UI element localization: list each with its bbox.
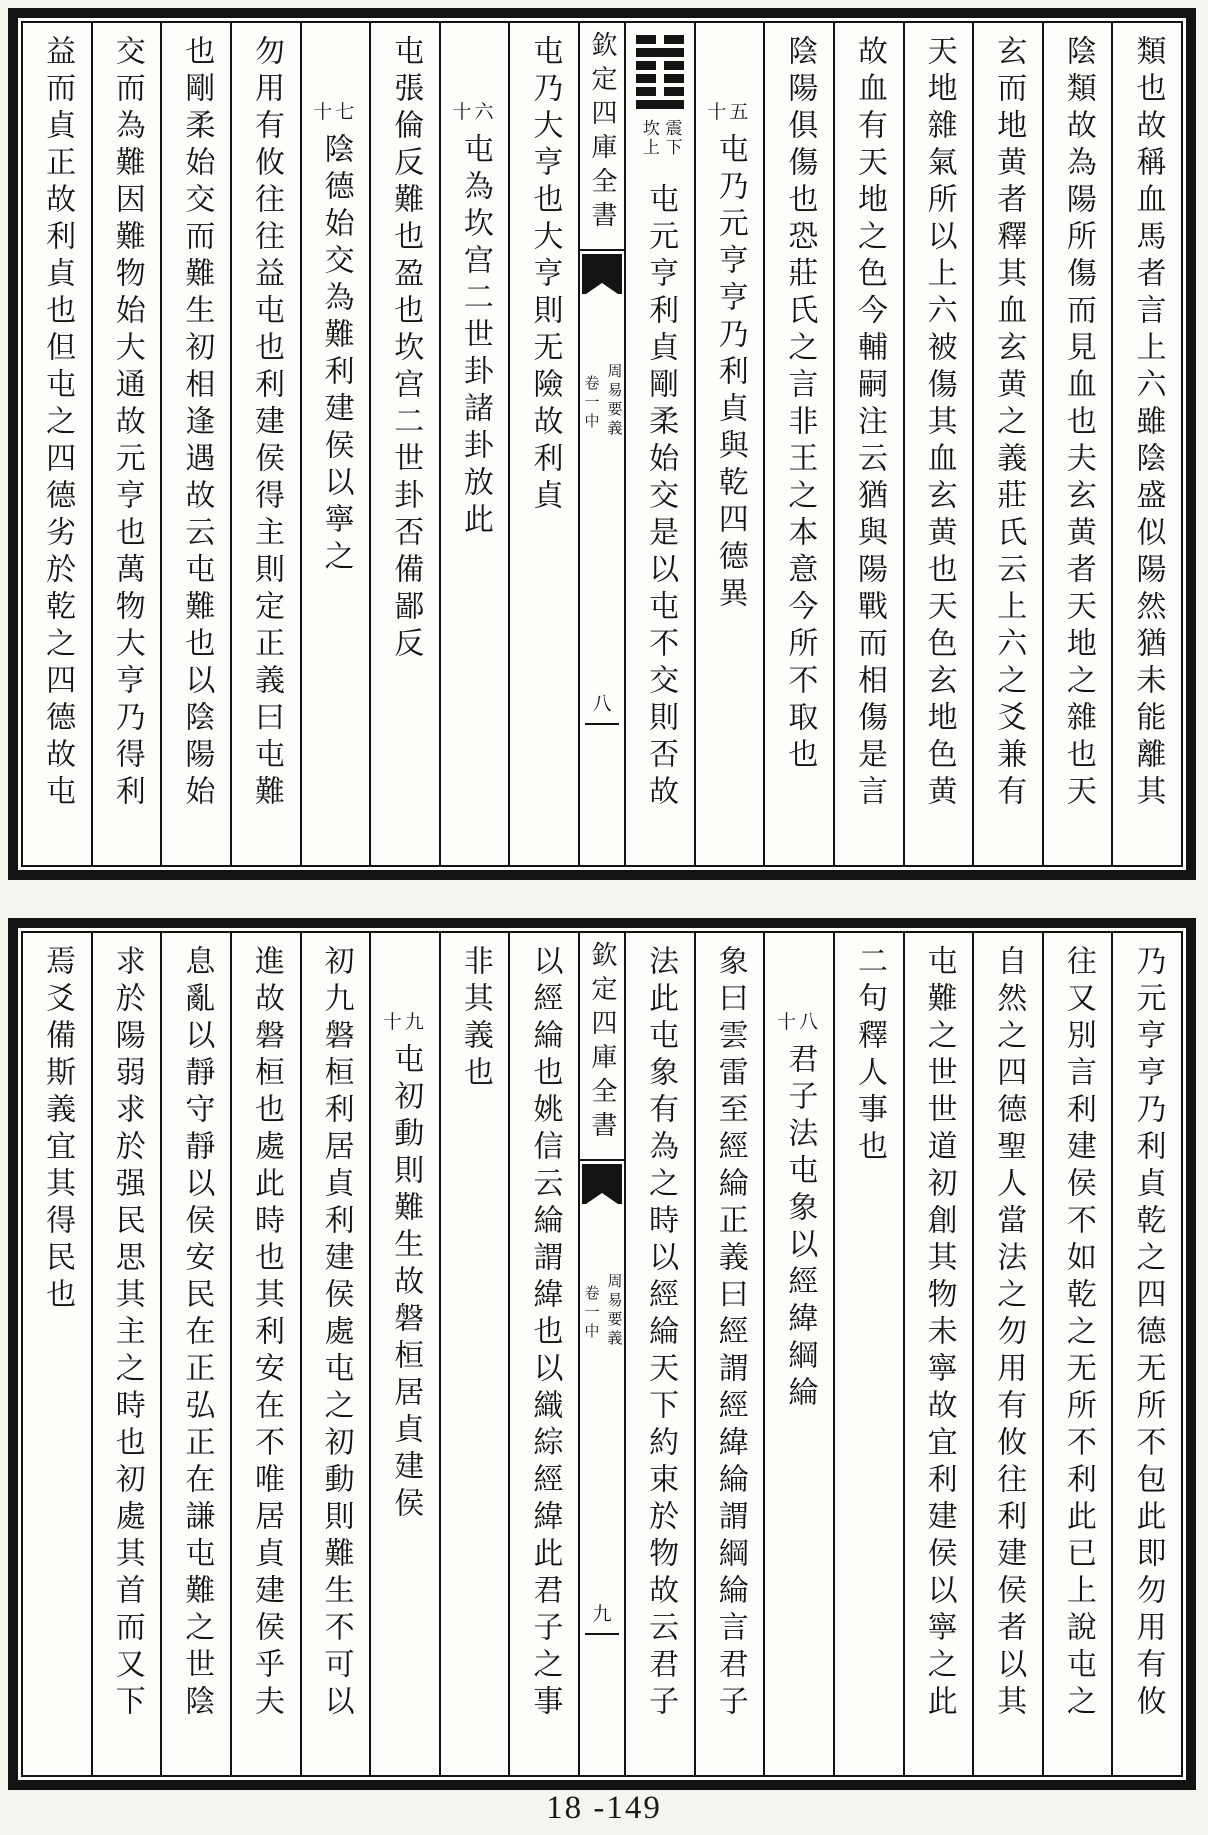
text-column-section-16 [439, 23, 509, 865]
spine-fascicle: 卷一中 [582, 1285, 599, 1342]
column-text: 玄而地黄者釋其血玄黄之義莊氏云上六之爻兼有 [992, 35, 1026, 812]
trigram-label-lower: 震下 [662, 119, 682, 157]
text-column [972, 23, 1042, 865]
text-column [439, 933, 509, 1775]
column-text: 君子法屯象以經緯綱綸 [783, 1043, 817, 1413]
hexagram-line-solid [636, 100, 684, 109]
fishtail-marker [582, 1164, 622, 1204]
column-text: 天地雜氣所以上六被傷其血玄黄也天色玄地色黄 [922, 35, 956, 812]
text-column [1111, 23, 1181, 865]
folio-number: 八 [592, 694, 612, 715]
text-column-section-17 [300, 23, 370, 865]
text-column-section-18 [763, 933, 833, 1775]
text-column [903, 933, 973, 1775]
column-text: 法此屯象有為之時以經綸天下約束於物故云君子 [644, 945, 678, 1722]
text-column [369, 23, 439, 865]
text-block-top [8, 8, 1196, 880]
spine-book-title: 周易要義 [605, 1273, 622, 1349]
text-block-top-frame [21, 21, 1183, 867]
text-column [508, 23, 578, 865]
text-column [833, 23, 903, 865]
text-column [300, 933, 370, 1775]
text-column [91, 23, 161, 865]
text-column [763, 23, 833, 865]
hexagram-line-broken [636, 61, 684, 70]
column-text: 屯張倫反難也盈也坎宫二世卦否備鄙反 [389, 35, 423, 664]
text-column [23, 933, 91, 1775]
hexagram-line-broken [636, 87, 684, 96]
column-text: 初九磐桓利居貞利建侯處屯之初動則難生不可以 [319, 945, 353, 1722]
folio-rule [585, 723, 619, 725]
spine-subtitle [580, 363, 624, 439]
column-text: 乃元亨亨乃利貞乾之四德无所不包此即勿用有攸 [1131, 945, 1165, 1722]
column-text: 二句釋人事也 [852, 945, 886, 1167]
spine-rule [580, 1159, 624, 1161]
column-text: 交而為難因難物始大通故元亨也萬物大亨乃得利 [110, 35, 144, 812]
text-column [694, 933, 764, 1775]
trigram-labels [626, 119, 694, 157]
column-text: 益而貞正故利貞也但屯之四德劣於乾之四德故屯 [41, 35, 75, 812]
column-text: 象曰雲雷至經綸正義曰經謂經緯綸謂綱綸言君子 [713, 945, 747, 1722]
column-text: 進故磐桓也處此時也其利安在不唯居貞建侯乎夫 [249, 945, 283, 1722]
spine-book-title: 周易要義 [605, 363, 622, 439]
column-text: 自然之四德聖人當法之勿用有攸往利建侯者以其 [992, 945, 1026, 1722]
text-column [23, 23, 91, 865]
spine-rule [580, 249, 624, 251]
folio-number: 九 [592, 1604, 612, 1625]
column-text: 屯初動則難生故磐桓居貞建侯 [389, 1043, 423, 1524]
text-column [160, 933, 230, 1775]
text-column [903, 23, 973, 865]
spine-title: 欽定四庫全書 [588, 31, 617, 235]
column-text: 焉爻備斯義宜其得民也 [41, 945, 75, 1315]
text-column [91, 933, 161, 1775]
spine-column [578, 933, 624, 1775]
hexagram-zhun-figure [636, 35, 684, 113]
page-footer-number: 18 -149 [546, 1790, 662, 1826]
spine-subtitle [580, 1273, 624, 1349]
hexagram-line-broken [636, 35, 684, 44]
fishtail-marker [582, 254, 622, 294]
section-number-label: 十八 [777, 1012, 822, 1033]
column-text: 類也故稱血馬者言上六雖陰盛似陽然猶未能離其 [1131, 35, 1165, 812]
column-text: 陰陽俱傷也恐莊氏之言非王之本意今所不取也 [783, 35, 817, 775]
column-text: 也剛柔始交而難生初相逢遇故云屯難也以陰陽始 [180, 35, 214, 812]
section-number-label: 十五 [707, 102, 752, 123]
text-column-section-19 [369, 933, 439, 1775]
hexagram-column [624, 23, 694, 865]
column-text: 屯為坎宫二世卦諸卦放此 [458, 133, 492, 540]
text-column [230, 23, 300, 865]
column-text: 屯乃元亨亨乃利貞與乾四德異 [713, 133, 747, 614]
hexagram-line-solid [636, 48, 684, 57]
text-column [508, 933, 578, 1775]
column-text: 往又別言利建侯不如乾之无所不利此已上說屯之 [1061, 945, 1095, 1722]
folio-rule [585, 1633, 619, 1635]
section-number-label: 十七 [313, 102, 358, 123]
text-column [1111, 933, 1181, 1775]
spine-fascicle: 卷一中 [582, 375, 599, 432]
trigram-label-upper: 坎上 [639, 119, 659, 157]
column-text: 屯元亨利貞剛柔始交是以屯不交則否故 [644, 183, 678, 812]
text-column [230, 933, 300, 1775]
column-text: 息亂以靜守靜以侯安民在正弘正在謙屯難之世陰 [180, 945, 214, 1722]
section-number-label: 十六 [452, 102, 497, 123]
column-text: 非其義也 [458, 945, 492, 1093]
column-text: 以經綸也姚信云綸謂緯也以織綜經緯此君子之事 [528, 945, 562, 1722]
spine-column [578, 23, 624, 865]
column-text: 故血有天地之色今輔嗣注云猶與陽戰而相傷是言 [852, 35, 886, 812]
text-block-bottom [8, 918, 1196, 1790]
text-column [624, 933, 694, 1775]
section-number-label: 十九 [382, 1012, 427, 1033]
spine-title: 欽定四庫全書 [588, 941, 617, 1145]
column-text: 求於陽弱求於强民思其主之時也初處其首而又下 [110, 945, 144, 1722]
hexagram-line-broken [636, 74, 684, 83]
column-text: 屯難之世世道初創其物未寧故宜利建侯以寧之此 [922, 945, 956, 1722]
text-block-bottom-frame [21, 931, 1183, 1777]
text-column [833, 933, 903, 1775]
column-text: 陰類故為陽所傷而見血也夫玄黄者天地之雜也天 [1061, 35, 1095, 812]
text-column [1042, 933, 1112, 1775]
text-column-section-15 [694, 23, 764, 865]
text-column [160, 23, 230, 865]
text-column [1042, 23, 1112, 865]
text-column [972, 933, 1042, 1775]
column-text: 屯乃大亨也大亨則无險故利貞 [528, 35, 562, 516]
column-text: 陰德始交為難利建侯以寧之 [319, 133, 353, 577]
column-text: 勿用有攸往往益屯也利建侯得主則定正義曰屯難 [249, 35, 283, 812]
